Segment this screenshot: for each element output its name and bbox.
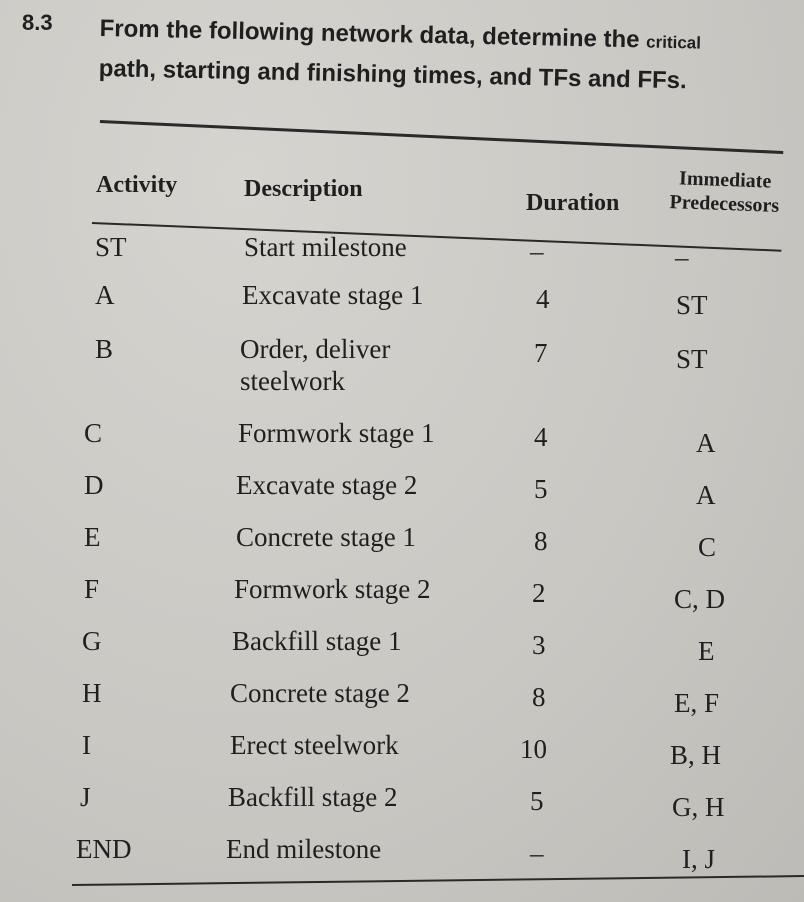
- header-predecessors: [669, 166, 780, 218]
- table-cell-description: Excavate stage 1: [242, 280, 424, 310]
- table-cell-duration: –: [530, 236, 544, 266]
- problem-number: 8.3: [22, 10, 53, 35]
- table-cell-activity: H: [82, 678, 102, 708]
- table-cell-description: Backfill stage 1: [232, 626, 402, 656]
- table-cell-activity: F: [84, 574, 100, 604]
- header-duration: Duration: [526, 190, 620, 216]
- table-cell-predecessors: –: [675, 242, 689, 272]
- table-cell-predecessors: A: [696, 428, 716, 458]
- table-cell-duration: 7: [534, 338, 548, 368]
- table-cell-activity: D: [84, 470, 104, 500]
- header-description: Description: [244, 176, 363, 202]
- table-cell-predecessors: I, J: [682, 844, 715, 874]
- table-cell-description: Backfill stage 2: [228, 782, 398, 812]
- table-cell-description: Start milestone: [244, 232, 407, 262]
- header-predecessors-line2: Predecessors: [669, 191, 780, 217]
- table-cell-duration: 10: [520, 734, 547, 764]
- table-cell-activity: END: [76, 834, 132, 864]
- table-cell-predecessors: E, F: [674, 688, 720, 718]
- problem-line2: path, starting and finishing times, and TFs and FFs.: [98, 54, 687, 95]
- table-cell-description: Erect steelwork: [230, 730, 399, 760]
- table-cell-description: Formwork stage 1: [238, 418, 435, 448]
- table-cell-predecessors: C: [698, 532, 717, 562]
- table-cell-duration: 5: [530, 786, 544, 816]
- table-cell-duration: 4: [536, 284, 550, 314]
- table-cell-activity: E: [84, 522, 101, 552]
- table-cell-predecessors: ST: [676, 344, 708, 374]
- table-cell-description: End milestone: [226, 834, 382, 864]
- table-cell-activity: B: [95, 334, 114, 364]
- table-cell-duration: 3: [532, 630, 546, 660]
- problem-line1: From the following network data, determine the: [99, 14, 647, 54]
- table-cell-predecessors: ST: [676, 290, 708, 320]
- header-activity: Activity: [96, 172, 178, 198]
- table-cell-description: Formwork stage 2: [234, 574, 431, 604]
- table-cell-duration: 5: [534, 474, 548, 504]
- table-cell-description: Concrete stage 1: [236, 522, 416, 552]
- table-cell-duration: 4: [534, 422, 548, 452]
- table-cell-duration: 8: [532, 682, 546, 712]
- table-cell-activity: ST: [95, 232, 127, 262]
- table-cell-predecessors: E: [698, 636, 715, 666]
- table-cell-predecessors: A: [696, 480, 716, 510]
- header-predecessors-line1: Immediate: [678, 167, 772, 193]
- table-cell-description-cont: steelwork: [240, 366, 345, 396]
- table-cell-activity: I: [82, 730, 91, 760]
- table-cell-activity: C: [84, 418, 103, 448]
- table-bottom-rule: [72, 875, 804, 886]
- table-cell-duration: –: [530, 838, 544, 868]
- table-cell-duration: 8: [534, 526, 548, 556]
- table-cell-predecessors: B, H: [670, 740, 722, 770]
- table-cell-activity: J: [80, 782, 91, 812]
- table-cell-activity: A: [95, 280, 115, 310]
- table-cell-predecessors: C, D: [674, 584, 726, 614]
- table-cell-duration: 2: [532, 578, 546, 608]
- table-cell-description: Excavate stage 2: [236, 470, 418, 500]
- table-cell-description: Order, deliver: [240, 334, 391, 364]
- table-cell-activity: G: [82, 626, 102, 656]
- table-cell-description: Concrete stage 2: [230, 678, 410, 708]
- table-cell-predecessors: G, H: [672, 792, 725, 822]
- problem-line1-small: critical: [645, 32, 702, 53]
